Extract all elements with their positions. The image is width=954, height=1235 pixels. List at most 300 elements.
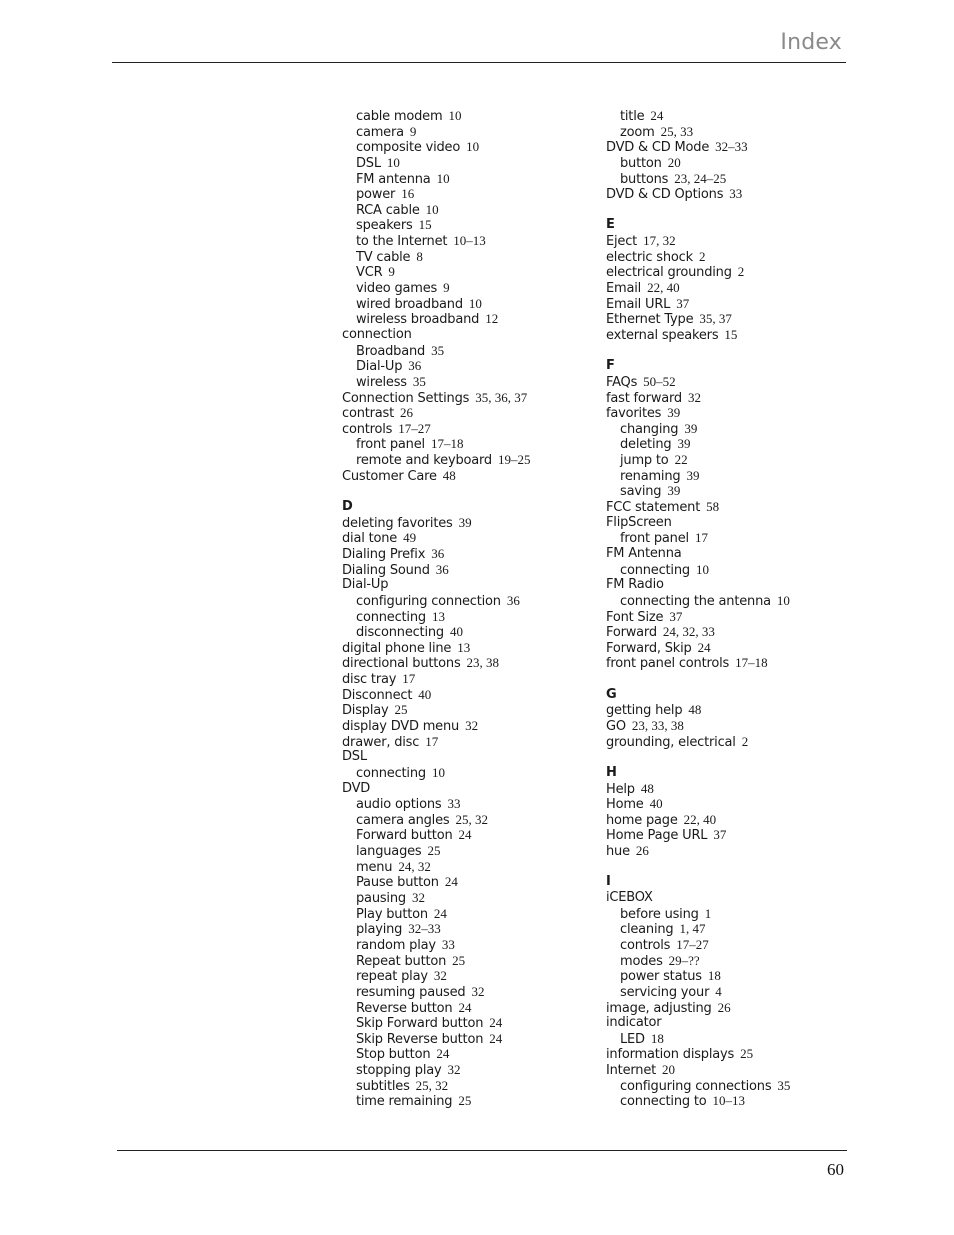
index-page-ref: 23, 24–25 bbox=[674, 170, 727, 186]
index-page-ref: 39 bbox=[667, 483, 681, 499]
index-page-ref: 25 bbox=[740, 1046, 754, 1062]
index-page-ref: 48 bbox=[442, 467, 456, 483]
index-page-ref: 25, 33 bbox=[660, 123, 694, 139]
index-term: Skip Reverse button bbox=[356, 1031, 484, 1047]
index-page-ref: 25 bbox=[394, 702, 408, 718]
page-header-title: Index bbox=[780, 30, 842, 55]
index-term: FlipScreen bbox=[606, 514, 672, 530]
index-page-ref: 10 bbox=[436, 170, 450, 186]
index-term: FM Radio bbox=[606, 577, 664, 593]
index-page-ref: 1 bbox=[704, 905, 712, 921]
index-page-ref: 35 bbox=[431, 342, 445, 358]
index-subentry bbox=[606, 1078, 851, 1094]
index-page-ref: 20 bbox=[667, 154, 681, 170]
index-page-ref: 33 bbox=[729, 186, 743, 202]
index-page-ref: 10 bbox=[425, 201, 439, 217]
index-page-ref: 18 bbox=[650, 1030, 664, 1046]
index-term: cleaning bbox=[620, 922, 674, 938]
index-term: Forward bbox=[606, 625, 657, 641]
index-subentry bbox=[606, 530, 851, 546]
index-term: playing bbox=[356, 922, 403, 938]
index-entry bbox=[606, 609, 851, 625]
index-subentry bbox=[606, 155, 851, 171]
index-term: Dialing Sound bbox=[342, 562, 430, 578]
index-term: Play button bbox=[356, 906, 428, 922]
index-page-ref: 26 bbox=[717, 999, 731, 1015]
index-term: power bbox=[356, 187, 396, 203]
index-page-ref: 17–27 bbox=[676, 936, 709, 952]
index-term: deleting favorites bbox=[342, 515, 453, 531]
index-page-ref: 24 bbox=[458, 999, 472, 1015]
index-subentry bbox=[342, 124, 587, 140]
index-term: LED bbox=[620, 1031, 645, 1047]
index-entry bbox=[342, 562, 587, 578]
index-term: DSL bbox=[356, 155, 381, 171]
index-term: Dial-Up bbox=[342, 577, 389, 593]
index-term: drawer, disc bbox=[342, 734, 420, 750]
index-subentry bbox=[342, 1000, 587, 1016]
index-page-ref: 1, 47 bbox=[679, 921, 706, 937]
index-term: renaming bbox=[620, 468, 681, 484]
index-subentry bbox=[342, 765, 587, 781]
index-page-ref: 23, 38 bbox=[466, 655, 500, 671]
index-entry bbox=[342, 640, 587, 656]
index-term: before using bbox=[620, 906, 699, 922]
index-subentry bbox=[606, 968, 851, 984]
index-page-ref: 22 bbox=[674, 452, 688, 468]
index-page-ref: 25, 32 bbox=[415, 1077, 449, 1093]
index-entry bbox=[606, 577, 851, 593]
index-page-ref: 50–52 bbox=[643, 373, 676, 389]
index-page-ref: 39 bbox=[458, 514, 472, 530]
index-term: FM antenna bbox=[356, 171, 431, 187]
index-term: information displays bbox=[606, 1047, 735, 1063]
index-term: connecting bbox=[620, 562, 690, 578]
index-page-ref: 17 bbox=[425, 733, 439, 749]
index-entry bbox=[606, 515, 851, 531]
index-subentry bbox=[606, 436, 851, 452]
index-page-ref: 10 bbox=[695, 561, 709, 577]
index-page-ref: 13 bbox=[457, 639, 471, 655]
index-page-ref: 48 bbox=[640, 780, 654, 796]
index-subentry bbox=[606, 906, 851, 922]
index-subentry bbox=[342, 593, 587, 609]
index-page-ref: 20 bbox=[662, 1062, 676, 1078]
index-page-ref: 22, 40 bbox=[647, 280, 680, 296]
index-subentry bbox=[342, 1078, 587, 1094]
index-term: wireless broadband bbox=[356, 312, 480, 328]
index-term: Font Size bbox=[606, 609, 664, 625]
index-term: electric shock bbox=[606, 249, 693, 265]
index-entry bbox=[606, 796, 851, 812]
section-letter-heading: H bbox=[606, 764, 617, 780]
section-gap bbox=[606, 343, 851, 359]
index-term: pausing bbox=[356, 891, 406, 907]
index-entry bbox=[342, 718, 587, 734]
index-term: title bbox=[620, 109, 645, 124]
index-entry bbox=[606, 734, 851, 750]
index-page-ref: 2 bbox=[737, 264, 745, 280]
index-subentry bbox=[342, 358, 587, 374]
index-term: TV cable bbox=[356, 249, 411, 265]
index-page-ref: 40 bbox=[418, 686, 432, 702]
index-entry bbox=[606, 718, 851, 734]
index-page-ref: 10 bbox=[466, 139, 480, 155]
index-entry bbox=[606, 374, 851, 390]
index-subentry bbox=[342, 374, 587, 390]
index-page-ref: 25 bbox=[458, 1093, 472, 1109]
section-letter-heading: I bbox=[606, 874, 611, 890]
index-entry bbox=[606, 249, 851, 265]
index-page-ref: 32 bbox=[471, 983, 485, 999]
index-page-ref: 9 bbox=[388, 264, 395, 280]
index-subentry bbox=[342, 155, 587, 171]
index-term: connecting the antenna bbox=[620, 593, 771, 609]
index-page-ref: 36 bbox=[408, 358, 422, 374]
index-term: DSL bbox=[342, 749, 367, 765]
index-subentry bbox=[606, 483, 851, 499]
index-page-ref: 10 bbox=[448, 108, 462, 123]
index-subentry bbox=[342, 280, 587, 296]
index-entry bbox=[606, 311, 851, 327]
index-subentry bbox=[342, 171, 587, 187]
index-column-right bbox=[606, 108, 851, 1109]
index-entry bbox=[606, 296, 851, 312]
index-entry bbox=[342, 734, 587, 750]
index-term: contrast bbox=[342, 406, 395, 422]
section-gap bbox=[606, 749, 851, 765]
index-entry bbox=[606, 546, 851, 562]
index-entry bbox=[342, 781, 587, 797]
index-term: resuming paused bbox=[356, 984, 466, 1000]
index-term: electrical grounding bbox=[606, 265, 732, 281]
index-page-ref: 17–18 bbox=[430, 436, 464, 452]
index-term: servicing your bbox=[620, 984, 710, 1000]
index-term: DVD & CD Options bbox=[606, 187, 724, 203]
section-gap bbox=[606, 859, 851, 875]
index-term: FM Antenna bbox=[606, 545, 682, 561]
index-term: front panel bbox=[620, 531, 689, 547]
index-term: front panel bbox=[356, 437, 425, 453]
index-term: Display bbox=[342, 703, 389, 719]
index-page-ref: 39 bbox=[686, 467, 700, 483]
index-entry bbox=[606, 390, 851, 406]
index-entry bbox=[606, 827, 851, 843]
index-subentry bbox=[342, 233, 587, 249]
index-page-ref: 32–33 bbox=[408, 921, 441, 937]
index-page-ref: 17 bbox=[694, 530, 708, 546]
index-term: image, adjusting bbox=[606, 1000, 712, 1016]
index-term: audio options bbox=[356, 797, 442, 813]
index-term: saving bbox=[620, 484, 662, 500]
index-term: Dialing Prefix bbox=[342, 546, 426, 562]
index-subentry bbox=[342, 139, 587, 155]
index-page-ref: 33 bbox=[447, 796, 461, 812]
index-term: jump to bbox=[620, 453, 669, 469]
index-term: composite video bbox=[356, 140, 461, 156]
index-term: external speakers bbox=[606, 327, 719, 343]
index-subentry bbox=[606, 984, 851, 1000]
index-term: directional buttons bbox=[342, 656, 461, 672]
index-page-ref: 17, 32 bbox=[643, 233, 676, 249]
index-term: disconnecting bbox=[356, 625, 444, 641]
index-subentry bbox=[606, 171, 851, 187]
index-entry bbox=[342, 530, 587, 546]
index-page-ref: 36 bbox=[431, 545, 445, 561]
header-rule bbox=[112, 62, 846, 63]
index-page-ref: 40 bbox=[449, 624, 463, 640]
index-subentry bbox=[606, 452, 851, 468]
index-page-ref: 24 bbox=[458, 827, 472, 843]
index-subentry bbox=[606, 921, 851, 937]
index-page-ref: 17–18 bbox=[735, 655, 768, 671]
index-page-ref: 24 bbox=[444, 874, 458, 890]
index-term: Connection Settings bbox=[342, 390, 470, 406]
section-letter-heading: E bbox=[606, 217, 615, 233]
index-term: Reverse button bbox=[356, 1000, 453, 1016]
index-page-ref: 39 bbox=[684, 420, 698, 436]
index-term: subtitles bbox=[356, 1078, 410, 1094]
index-term: wired broadband bbox=[356, 296, 463, 312]
index-page-ref: 17 bbox=[402, 671, 416, 687]
index-term: Dial-Up bbox=[356, 359, 403, 375]
index-entry bbox=[342, 390, 587, 406]
index-page-ref: 10 bbox=[386, 154, 400, 170]
index-entry bbox=[342, 421, 587, 437]
index-page-ref: 35 bbox=[777, 1077, 791, 1093]
index-term: zoom bbox=[620, 124, 655, 140]
index-term: deleting bbox=[620, 437, 672, 453]
section-letter-heading: F bbox=[606, 358, 615, 374]
index-page-ref: 23, 33, 38 bbox=[631, 717, 684, 733]
index-term: Internet bbox=[606, 1063, 657, 1079]
index-entry bbox=[342, 327, 587, 343]
index-term: Pause button bbox=[356, 875, 439, 891]
index-term: cable modem bbox=[356, 109, 443, 124]
index-page-ref: 24 bbox=[436, 1046, 450, 1062]
index-subentry bbox=[342, 984, 587, 1000]
index-entry bbox=[606, 499, 851, 515]
section-letter-heading: D bbox=[342, 499, 353, 515]
index-subentry bbox=[342, 1046, 587, 1062]
index-page-ref: 26 bbox=[400, 405, 414, 421]
index-subentry bbox=[342, 843, 587, 859]
page-number: 60 bbox=[827, 1160, 844, 1179]
index-subentry bbox=[342, 311, 587, 327]
index-page-ref: 24 bbox=[650, 108, 664, 123]
index-term: FAQs bbox=[606, 374, 638, 390]
index-entry bbox=[342, 687, 587, 703]
index-term: Home bbox=[606, 797, 644, 813]
index-entry bbox=[342, 577, 587, 593]
index-term: camera angles bbox=[356, 812, 450, 828]
index-page-ref: 10 bbox=[431, 764, 445, 780]
index-entry bbox=[606, 327, 851, 343]
index-subentry bbox=[342, 968, 587, 984]
index-term: power status bbox=[620, 969, 702, 985]
index-term: connecting bbox=[356, 609, 426, 625]
index-term: iCEBOX bbox=[606, 890, 653, 906]
index-term: random play bbox=[356, 937, 436, 953]
index-term: getting help bbox=[606, 703, 683, 719]
index-page-ref: 39 bbox=[667, 405, 681, 421]
index-page-ref: 8 bbox=[416, 248, 423, 264]
index-page-ref: 32 bbox=[447, 1062, 461, 1078]
index-page-ref: 9 bbox=[409, 123, 417, 139]
index-entry bbox=[342, 655, 587, 671]
index-page-ref: 24 bbox=[489, 1030, 503, 1046]
index-subentry bbox=[342, 217, 587, 233]
index-term: speakers bbox=[356, 218, 413, 234]
index-term: front panel controls bbox=[606, 656, 730, 672]
index-entry bbox=[606, 139, 851, 155]
index-term: display DVD menu bbox=[342, 718, 460, 734]
index-term: FCC statement bbox=[606, 500, 701, 516]
index-term: Broadband bbox=[356, 343, 426, 359]
section-gap bbox=[342, 483, 587, 499]
index-term: Customer Care bbox=[342, 468, 437, 484]
index-term: VCR bbox=[356, 265, 383, 281]
index-subentry bbox=[342, 624, 587, 640]
index-term: Repeat button bbox=[356, 953, 447, 969]
index-term: remote and keyboard bbox=[356, 453, 492, 469]
index-page-ref: 24 bbox=[489, 1015, 503, 1031]
index-term: menu bbox=[356, 859, 393, 875]
index-entry bbox=[342, 749, 587, 765]
index-subentry bbox=[342, 796, 587, 812]
index-subentry bbox=[342, 921, 587, 937]
index-subentry bbox=[342, 812, 587, 828]
index-entry bbox=[606, 233, 851, 249]
index-term: Ethernet Type bbox=[606, 312, 694, 328]
index-subentry bbox=[342, 1015, 587, 1031]
index-term: stopping play bbox=[356, 1063, 442, 1079]
index-entry bbox=[606, 843, 851, 859]
section-gap bbox=[606, 202, 851, 218]
index-column-left bbox=[342, 108, 587, 1109]
index-page-ref: 26 bbox=[635, 843, 649, 859]
index-page-ref: 15 bbox=[418, 217, 432, 233]
index-page-ref: 32 bbox=[433, 968, 447, 984]
index-term: connecting bbox=[356, 765, 426, 781]
index-term: Forward, Skip bbox=[606, 640, 692, 656]
index-page-ref: 24 bbox=[697, 639, 711, 655]
index-page-ref: 33 bbox=[441, 936, 455, 952]
index-page-ref: 29–?? bbox=[668, 952, 700, 968]
index-page-ref: 2 bbox=[741, 733, 749, 749]
index-page-ref: 32 bbox=[411, 890, 425, 906]
index-term: buttons bbox=[620, 171, 669, 187]
index-entry bbox=[606, 405, 851, 421]
index-page-ref: 24 bbox=[433, 905, 447, 921]
index-page-ref: 25 bbox=[427, 843, 441, 859]
index-page-ref: 2 bbox=[698, 248, 706, 264]
index-entry bbox=[606, 1015, 851, 1031]
footer-rule bbox=[117, 1150, 847, 1151]
index-term: RCA cable bbox=[356, 202, 420, 218]
index-subentry bbox=[606, 468, 851, 484]
index-subentry bbox=[342, 1062, 587, 1078]
index-subentry bbox=[606, 1093, 851, 1109]
index-entry bbox=[606, 812, 851, 828]
index-subentry bbox=[342, 249, 587, 265]
index-term: home page bbox=[606, 812, 678, 828]
index-entry bbox=[342, 405, 587, 421]
index-entry bbox=[342, 515, 587, 531]
index-page-ref: 37 bbox=[713, 827, 727, 843]
index-page-ref: 35 bbox=[412, 373, 426, 389]
index-page-ref: 10–13 bbox=[453, 233, 486, 249]
index-term: hue bbox=[606, 844, 630, 860]
index-page-ref: 25, 32 bbox=[455, 811, 488, 827]
index-entry bbox=[606, 264, 851, 280]
index-term: dial tone bbox=[342, 531, 398, 547]
index-page-ref: 49 bbox=[403, 530, 417, 546]
index-page-ref: 22, 40 bbox=[683, 811, 717, 827]
index-subentry bbox=[342, 343, 587, 359]
index-subentry bbox=[342, 827, 587, 843]
index-page-ref: 17–27 bbox=[398, 420, 431, 436]
index-term: favorites bbox=[606, 406, 662, 422]
index-entry bbox=[342, 468, 587, 484]
section-letter-heading: G bbox=[606, 686, 617, 702]
index-entry bbox=[342, 702, 587, 718]
section-gap bbox=[606, 671, 851, 687]
index-entry bbox=[606, 1000, 851, 1016]
index-term: grounding, electrical bbox=[606, 734, 736, 750]
index-entry bbox=[606, 280, 851, 296]
index-subentry bbox=[342, 1093, 587, 1109]
index-term: digital phone line bbox=[342, 640, 452, 656]
index-subentry bbox=[606, 953, 851, 969]
index-page-ref: 24, 32 bbox=[398, 858, 431, 874]
index-term: disc tray bbox=[342, 672, 397, 688]
index-term: video games bbox=[356, 281, 438, 297]
index-page-ref: 32 bbox=[465, 717, 479, 733]
index-subentry bbox=[342, 452, 587, 468]
index-page-ref: 39 bbox=[677, 436, 691, 452]
index-subentry bbox=[606, 108, 851, 124]
index-entry bbox=[606, 186, 851, 202]
index-term: camera bbox=[356, 124, 404, 140]
index-entry bbox=[606, 1062, 851, 1078]
index-page-ref: 10–13 bbox=[712, 1093, 746, 1109]
index-term: connection bbox=[342, 326, 412, 342]
index-page-ref: 15 bbox=[724, 326, 738, 342]
index-term: DVD & CD Mode bbox=[606, 140, 710, 156]
index-entry bbox=[606, 781, 851, 797]
index-term: button bbox=[620, 155, 662, 171]
index-term: GO bbox=[606, 718, 626, 734]
index-term: Email bbox=[606, 281, 642, 297]
index-term: languages bbox=[356, 844, 422, 860]
index-term: Forward button bbox=[356, 828, 453, 844]
index-page-ref: 24, 32, 33 bbox=[662, 624, 715, 640]
index-subentry bbox=[606, 937, 851, 953]
index-subentry bbox=[606, 1031, 851, 1047]
index-term: Skip Forward button bbox=[356, 1016, 484, 1032]
index-subentry bbox=[342, 296, 587, 312]
index-page-ref: 12 bbox=[485, 311, 499, 327]
index-term: modes bbox=[620, 953, 663, 969]
index-term: time remaining bbox=[356, 1094, 453, 1110]
index-page-ref: 25 bbox=[452, 952, 466, 968]
index-page-ref: 10 bbox=[468, 295, 482, 311]
index-subentry bbox=[342, 953, 587, 969]
index-entry bbox=[606, 655, 851, 671]
index-term: Disconnect bbox=[342, 687, 413, 703]
index-page-ref: 18 bbox=[707, 968, 721, 984]
